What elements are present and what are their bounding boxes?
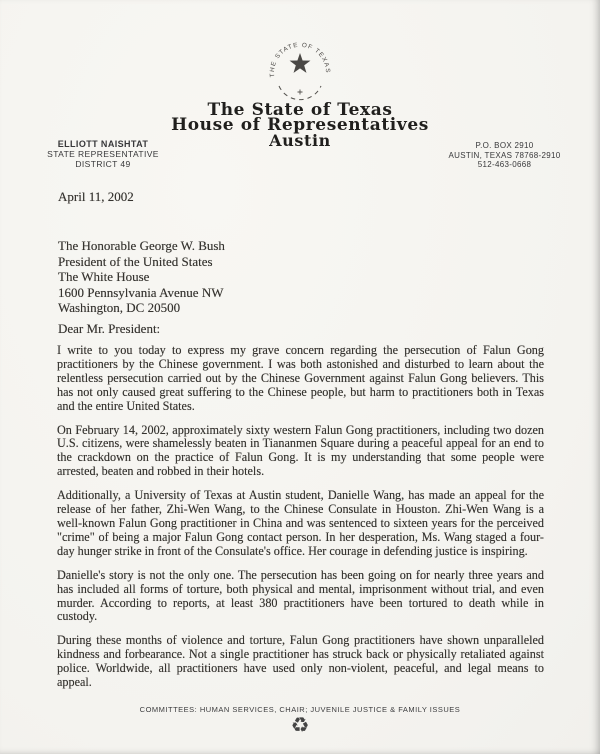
recipient-name: The Honorable George W. Bush <box>58 238 225 253</box>
phone-line: 512-463-0668 <box>477 160 532 169</box>
committees-footer: COMMITTEES: HUMAN SERVICES, CHAIR; JUVENILE JUSTICE & FAMILY ISSUES <box>139 705 461 714</box>
paragraph-4: Danielle's story is not the only one. The persecution has been going on for nearly three years and has included all forms of torture, both physical and mental, imprisonment without trial, and even murder. According to reports, at least 380 practitioners have been tortured to death while in custody. <box>57 567 544 624</box>
recipient-address <box>58 238 225 316</box>
masthead-state-line: The State of Texas <box>207 100 393 120</box>
texas-state-seal <box>260 28 340 107</box>
seal-star-icon <box>290 53 311 73</box>
salutation: Dear Mr. President: <box>58 321 161 336</box>
masthead-city-line: Austin <box>269 131 331 150</box>
representative-block <box>28 139 178 169</box>
representative-title: STATE REPRESENTATIVE <box>47 149 159 159</box>
paragraph-5: During these months of violence and torture, Falun Gong practitioners have shown unparalleled kindness and forbearance. Not a single practitioner has struck back or physically retaliated against police. Worldwide, all practitioners have used only non-violent, peaceful, and legal means to appeal. <box>57 633 544 690</box>
paragraph-2: On February 14, 2002, approximately sixty western Falun Gong practitioners, including two dozen U.S. citizens, were shamelessly beaten in Tiananmen Square during a peaceful appeal for an end to the crackdown on the practice of Falun Gong. It is my understanding that some people were arrested, beaten and robbed in their hotels. <box>57 422 544 479</box>
seal-bottom-cross-icon <box>298 90 303 95</box>
state-seal-icon <box>260 28 340 102</box>
seal-circle-text: THE STATE OF TEXAS <box>268 41 332 78</box>
capitol-address-block <box>412 141 597 170</box>
recipient-building: The White House <box>58 269 150 285</box>
recipient-street: 1600 Pennsylvania Avenue NW <box>58 284 224 300</box>
recipient-title: President of the United States <box>58 253 213 269</box>
po-box-line: P.O. BOX 2910 <box>475 141 534 150</box>
paragraph-1: I write to you today to express my grave concern regarding the persecution of Falun Gong practitioners by the Chinese government. I was both astonished and disturbed to learn about the relentless persecution carried out by the Chinese Government against Falun Gong believers. This has not only caused great suffering to the Chinese people, but harm to practitioners both in Texas and the entire United States. <box>57 343 544 413</box>
city-zip-line: AUSTIN, TEXAS 78768-2910 <box>448 150 561 160</box>
masthead-house-line: House of Representatives <box>171 115 429 135</box>
letter-body <box>57 344 544 700</box>
paragraph-3: Additionally, a University of Texas at Austin student, Danielle Wang, has made an appeal for the release of her father, Zhi-Wen Wang, to the Chinese Consulate in Houston. Zhi-Wen Wang is a well-known Falun Gong practitioner in China and was sentenced to sixteen years for the perceived "crime" of being a major Falun Gong contact person. In her desperation, Ms. Wang staged a four-day hunger strike in front of the Consulate's office. Her courage in defending justice is inspiring. <box>57 488 544 558</box>
representative-district: DISTRICT 49 <box>75 159 131 169</box>
representative-name: ELLIOTT NAISHTAT <box>57 139 149 149</box>
recipient-city: Washington, DC 20500 <box>58 300 181 316</box>
recycle-icon: ♻ <box>290 713 310 737</box>
letter-date: April 11, 2002 <box>58 189 134 204</box>
